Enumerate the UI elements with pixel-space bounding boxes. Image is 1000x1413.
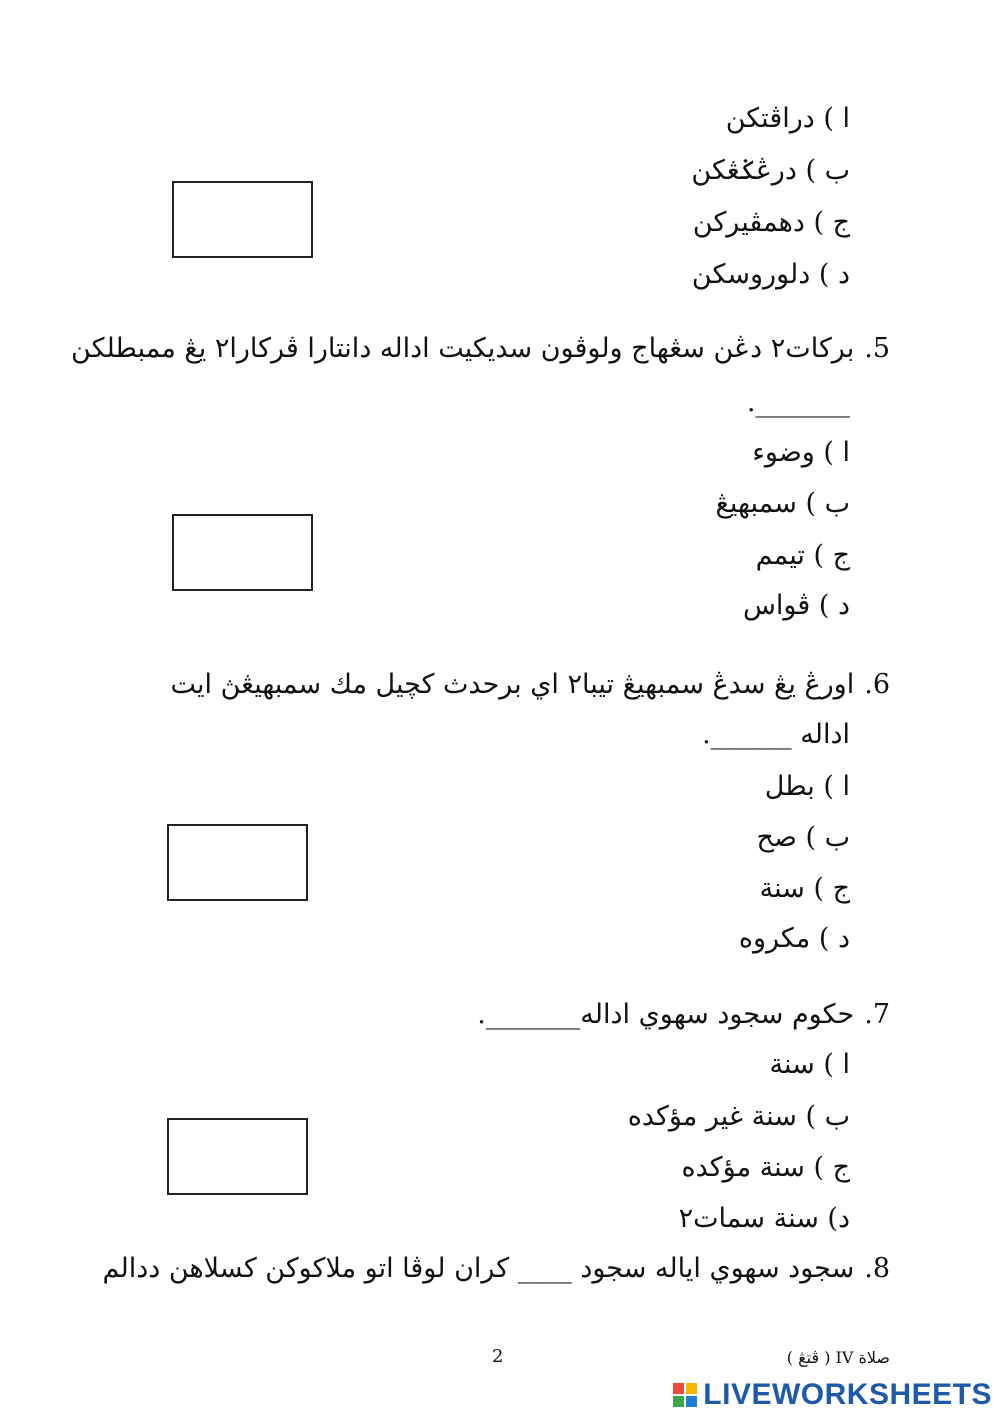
q7-option-d: د) سنة سمات٢ [678,1203,850,1234]
q7-option-b: ب ) سنة غير مؤكده [627,1101,850,1132]
q7-answer-box[interactable] [167,1118,308,1195]
q4-option-d: د ) دلوروسكن [691,259,850,290]
q4-option-a: ا ) دراڤتكن [725,103,850,134]
q5-blank: _______. [746,387,850,418]
page-number: 2 [492,1346,504,1367]
logo-block-yellow [686,1383,697,1394]
q4-option-b: ب ) درڠݢڠكن [691,155,850,186]
q8-question [103,1252,890,1286]
q6-text: اورڠ يڠ سدڠ سمبهيڠ تيبا٢ اي برحدث كچيل مك سمبهيڠڽ ايت [170,669,855,700]
q6-question [171,668,891,702]
footer-subject: صلاة IV ( ڤتڠ ) [786,1348,890,1367]
q6-text-continued: اداله ______. [702,719,850,750]
q5-option-a: ا ) وضوء [752,437,850,468]
logo-block-red [673,1383,684,1394]
q4-answer-box[interactable] [172,181,313,258]
q7-question [477,998,890,1032]
q5-option-b: ب ) سمبهيڠ [715,488,850,519]
q4-option-c: ج ) دهمڤيركن [692,207,850,238]
q5-answer-box[interactable] [172,514,313,591]
q6-option-a: ا ) بطل [764,771,850,802]
q5-question [71,332,890,366]
q6-option-b: ب ) صح [756,822,850,853]
q5-number: 5. [864,333,890,364]
q5-option-c: ج ) تيمم [755,540,850,571]
q5-text: بركات٢ دڠن سڠهاج ولوڤون سديكيت اداله دانتارا ڤركارا٢ يڠ ممبطلكن [71,333,855,364]
q7-number: 7. [864,999,890,1030]
q6-answer-box[interactable] [167,824,308,901]
q6-number: 6. [864,669,890,700]
logo-blocks-icon [673,1383,697,1407]
logo-block-green [673,1396,684,1407]
logo-block-blue [686,1396,697,1407]
q8-text: سجود سهوي اياله سجود ____ كران لوڤا اتو ملاكوكن كسلاهن ددالم [102,1253,855,1284]
q6-option-d: د ) مكروه [738,923,850,954]
q6-option-c: ج ) سنة [759,873,850,904]
q5-option-d: د ) ڤواس [742,590,850,621]
q8-number: 8. [864,1253,890,1284]
q7-text: حكوم سجود سهوي اداله_______. [477,999,855,1030]
q7-option-a: ا ) سنة [769,1049,850,1080]
q7-option-c: ج ) سنة مؤكده [681,1152,850,1183]
liveworksheets-logo [673,1378,992,1412]
logo-text: LIVEWORKSHEETS [703,1378,992,1411]
